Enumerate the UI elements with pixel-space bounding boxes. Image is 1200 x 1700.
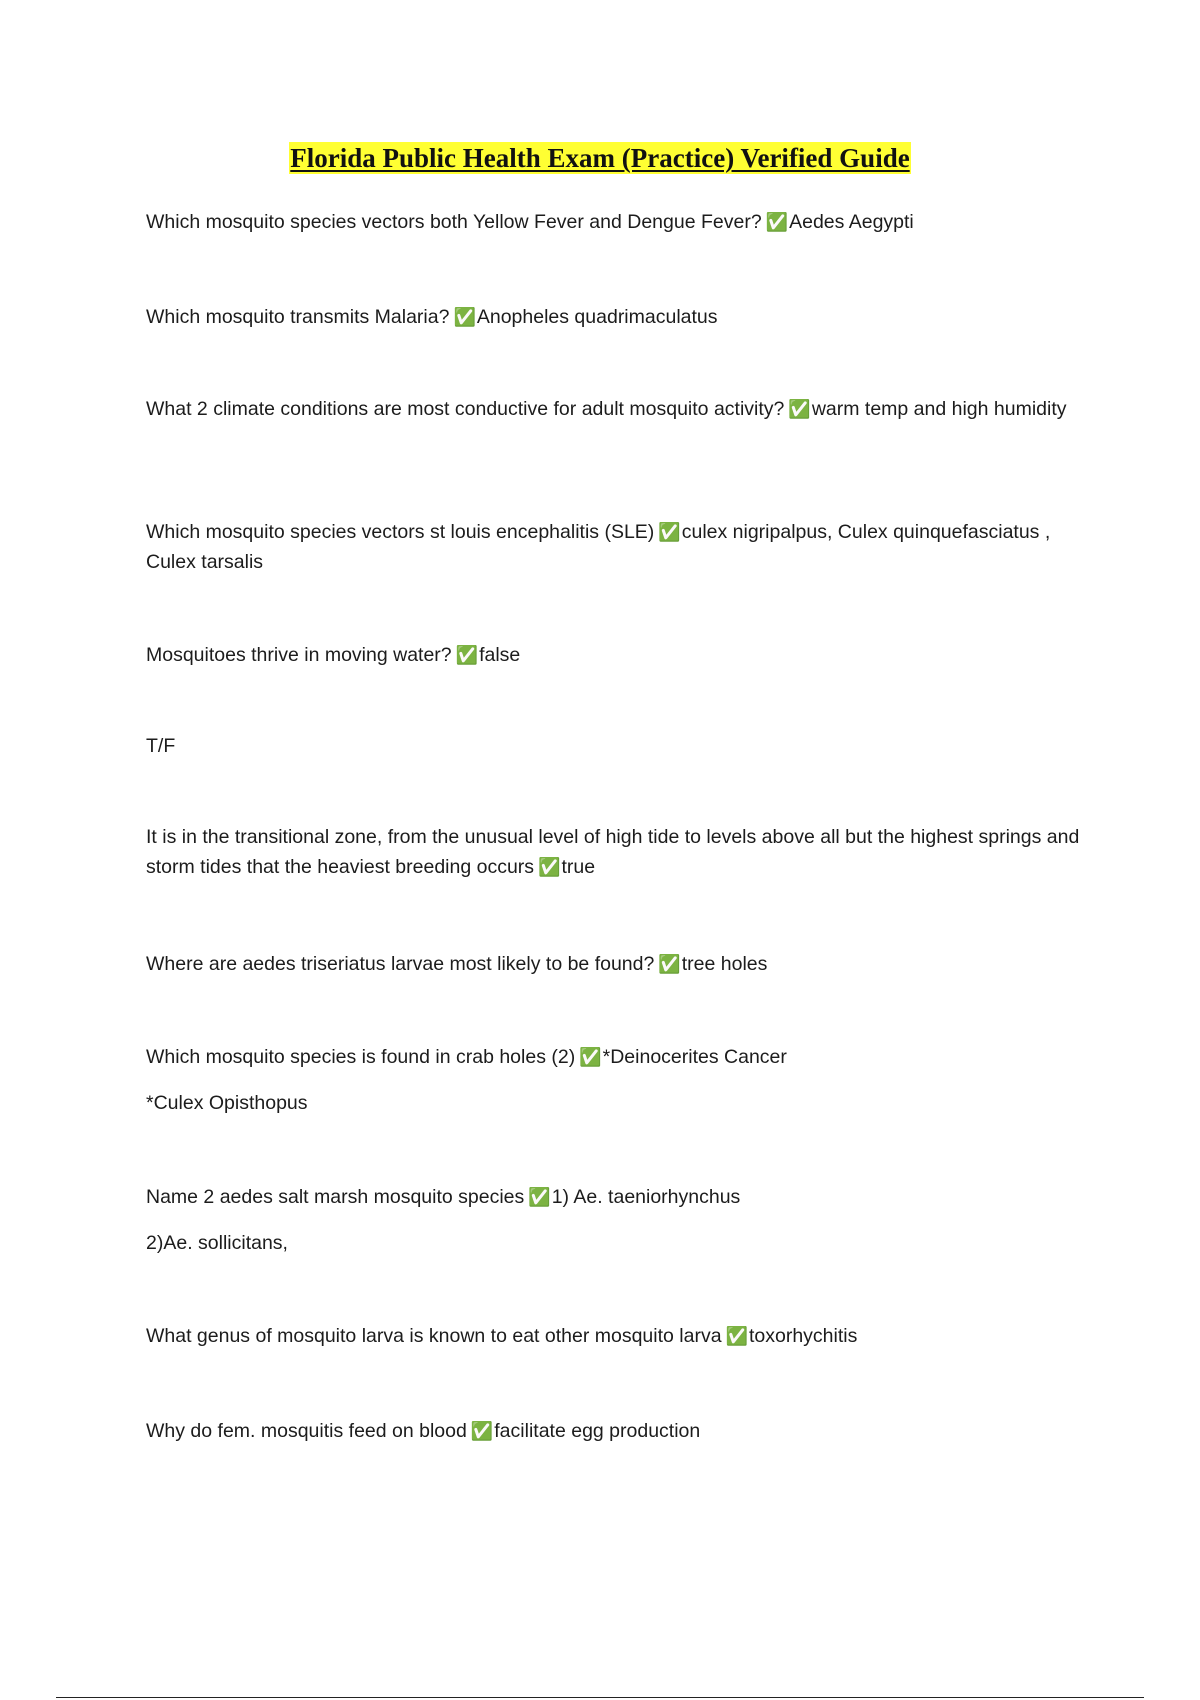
question-text: Why do fem. mosquitis feed on blood xyxy=(146,1420,467,1442)
answer-text: culex nigripalpus, Culex quinquefasciatus , Culex tarsalis xyxy=(146,521,1051,573)
qa-item xyxy=(146,1042,1086,1072)
qa-item xyxy=(146,822,1086,882)
qa-item xyxy=(146,207,1086,237)
check-icon: ✅ xyxy=(455,645,479,665)
answer-text: warm temp and high humidity xyxy=(811,398,1067,420)
check-icon: ✅ xyxy=(538,857,561,877)
answer-text: false xyxy=(479,644,521,666)
title-container xyxy=(0,142,1200,174)
answer-text: *Deinocerites Cancer xyxy=(602,1046,787,1068)
check-icon: ✅ xyxy=(658,954,681,974)
answer-text: Aedes Aegypti xyxy=(789,211,914,233)
question-text: Which mosquito transmits Malaria? xyxy=(146,306,450,328)
qa-item xyxy=(146,1182,1086,1212)
answer-text: tree holes xyxy=(681,953,768,975)
question-text: Mosquitoes thrive in moving water? xyxy=(146,644,452,666)
answer-continuation: 2)Ae. sollicitans, xyxy=(146,1232,288,1254)
answer-text: facilitate egg production xyxy=(494,1420,701,1442)
qa-item xyxy=(146,517,1086,577)
document-title: Florida Public Health Exam (Practice) Verified Guide xyxy=(290,143,910,173)
check-icon: ✅ xyxy=(658,522,681,542)
answer-text: true xyxy=(561,856,596,878)
footer-divider xyxy=(56,1697,1144,1698)
question-text: Which mosquito species vectors both Yellow Fever and Dengue Fever? xyxy=(146,211,762,233)
question-text: What genus of mosquito larva is known to eat other mosquito larva xyxy=(146,1325,722,1347)
check-icon: ✅ xyxy=(579,1047,602,1067)
answer-continuation: *Culex Opisthopus xyxy=(146,1092,308,1114)
answer-text: 1) Ae. taeniorhynchus xyxy=(551,1186,741,1208)
qa-item xyxy=(146,949,1086,979)
check-icon: ✅ xyxy=(788,399,811,419)
qa-item xyxy=(146,1321,1086,1351)
question-text: Which mosquito species vectors st louis encephalitis (SLE) xyxy=(146,521,655,543)
qa-item xyxy=(146,302,1086,332)
tf-label: T/F xyxy=(146,735,176,757)
qa-item xyxy=(146,1416,1086,1446)
check-icon: ✅ xyxy=(765,212,789,232)
question-text: Where are aedes triseriatus larvae most likely to be found? xyxy=(146,953,655,975)
check-icon: ✅ xyxy=(725,1326,748,1346)
check-icon: ✅ xyxy=(528,1187,551,1207)
question-text: What 2 climate conditions are most conductive for adult mosquito activity? xyxy=(146,398,785,420)
answer-text: Anopheles quadrimaculatus xyxy=(476,306,718,328)
question-text: Name 2 aedes salt marsh mosquito species xyxy=(146,1186,525,1208)
question-text: It is in the transitional zone, from the unusual level of high tide to levels above all but the highest springs and storm tides that the heaviest breeding occurs xyxy=(146,826,1080,878)
answer-text: toxorhychitis xyxy=(748,1325,858,1347)
check-icon: ✅ xyxy=(453,307,476,327)
qa-item xyxy=(146,640,1086,670)
check-icon: ✅ xyxy=(470,1421,494,1441)
qa-item xyxy=(146,394,1086,424)
question-text: Which mosquito species is found in crab holes (2) xyxy=(146,1046,576,1068)
